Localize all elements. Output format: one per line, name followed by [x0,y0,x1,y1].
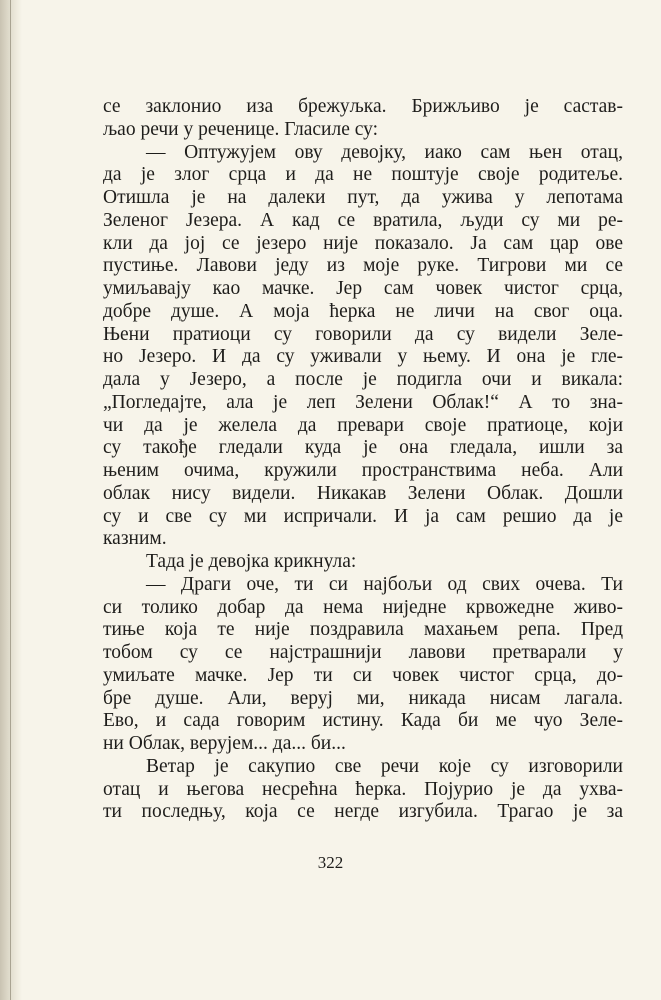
text-line: — Драги оче, ти си најбољи од свих очева. Ти [146,573,623,595]
text-line: тобом су се најстрашнији лавови претварали у [103,642,623,663]
text-line: си толико добар да нема ниједне крвожедне живо- [103,596,623,618]
text-line: ти последњу, која се негде изгубила. Трагао је за [103,801,623,823]
text-line: умиљавају као мачке. Јер сам човек чистог срца, [103,278,623,299]
text-line: умиљате мачке. Јер ти си човек чистог срца, до- [103,664,623,686]
text-line: су такође гледали куда је она гледала, ишли за [103,437,623,459]
text-line: добре душе. А моја ћерка не личи на свог оца. [103,300,623,322]
text-line: бре душе. Али, веруј ми, никада нисам лагала. [103,687,623,709]
text-line: Отишла је на далеки пут, да ужива у лепотама [103,187,623,208]
text-line: чи да је желела да превари своје пратиоце, који [103,414,623,436]
text-line: да је злог срца и да не поштује своје родитеље. [103,164,623,186]
body-text [103,96,623,824]
text-line: Њени пратиоци су говорили да су видели Зеле- [103,323,623,345]
book-spine-shadow [0,0,22,1000]
page-edge-line [10,0,11,1000]
text-line: Ветар је сакупио све речи које су изговорили [146,755,623,777]
text-line: казним. [103,528,167,550]
text-line: Зеленог Језера. А кад се вратила, људи су ми ре- [103,209,623,231]
text-line: отац и његова несрећна ћерка. Појурио је да ухва- [103,778,623,800]
text-line: „Погледајте, ала је леп Зелени Облак!“ А то зна- [103,391,623,413]
text-line: љао речи у реченице. Гласиле су: [103,118,379,140]
text-line: тиње која те није поздравила махањем репа. Пред [103,619,623,641]
text-line: пустиње. Лавови једу из моје руке. Тигрови ми се [103,255,623,277]
text-line: се заклонио иза брежуљка. Брижљиво је састав- [103,96,623,117]
text-line: но Језеро. И да су уживали у њему. И она је гле- [103,346,623,368]
text-line: су и све су ми испричали. И ја сам решио да је [103,505,623,527]
text-line: дала у Језеро, а после је подигла очи и викала: [103,369,623,390]
text-line: облак нису видели. Никакав Зелени Облак. Дошли [103,482,623,504]
text-line: Тада је девојка крикнула: [146,551,357,572]
text-line: — Оптужујем ову девојку, иако сам њен отац, [146,141,623,163]
text-line: ни Облак, верујем... да... би... [103,733,346,754]
text-line: Ево, и сада говорим истину. Када би ме чуо Зеле- [103,710,623,732]
page-number: 322 [317,853,344,872]
text-line: кли да јој се језеро није показало. Ја сам цар ове [103,232,623,254]
text-line: њеним очима, кружили пространствима неба. Али [103,460,623,481]
